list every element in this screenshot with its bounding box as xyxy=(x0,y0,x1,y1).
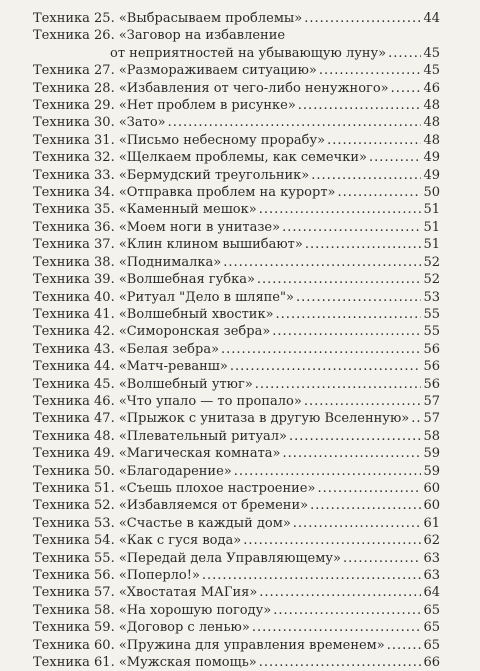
toc-entry xyxy=(33,341,440,358)
toc-entry-title: Техника 45. «Волшебный утюг» xyxy=(33,376,253,392)
toc-page-number: 56 xyxy=(423,359,440,375)
toc-entry-title: Техника 58. «На хорошую погоду» xyxy=(33,602,272,618)
toc-leader-dots xyxy=(293,515,422,532)
toc-page-number: 56 xyxy=(423,341,440,357)
toc-page-number: 61 xyxy=(423,515,440,531)
toc-entry xyxy=(33,567,440,584)
toc-page-number: 48 xyxy=(423,115,440,131)
toc-page-number: 52 xyxy=(423,272,440,288)
toc-entry xyxy=(33,167,440,184)
toc-entry-title: Техника 25. «Выбрасываем проблемы» xyxy=(33,11,303,26)
toc-leader-dots xyxy=(388,45,421,62)
toc-entry xyxy=(33,602,440,619)
toc-entry xyxy=(33,62,440,79)
toc-leader-dots xyxy=(259,654,422,671)
toc-leader-dots xyxy=(327,132,421,149)
toc-entry-title: Техника 59. «Договор с ленью» xyxy=(33,620,250,636)
toc-leader-dots xyxy=(282,445,421,462)
toc-leader-dots xyxy=(221,341,421,358)
toc-page-number: 48 xyxy=(423,132,440,148)
toc-entry-title: Техника 34. «Отправка проблем на курорт» xyxy=(33,185,336,201)
toc-entry-title: Техника 28. «Избавления от чего-либо ненужного» xyxy=(33,80,389,96)
toc-page-number: 51 xyxy=(423,237,440,253)
toc-entry xyxy=(33,463,440,480)
toc-leader-dots xyxy=(369,149,421,166)
toc-page-number: 65 xyxy=(423,620,440,636)
toc-entry-title: Техника 38. «Поднималка» xyxy=(33,254,222,270)
toc-entry-title: Техника 36. «Моем ноги в унитазе» xyxy=(33,219,281,235)
toc-entry xyxy=(33,445,440,462)
toc-entry xyxy=(33,619,440,636)
toc-entry-title: Техника 26. «Заговор на избавление xyxy=(33,28,286,44)
toc-entry xyxy=(33,550,440,567)
toc-leader-dots xyxy=(310,497,421,514)
toc-leader-dots xyxy=(317,480,421,497)
toc-leader-dots xyxy=(252,619,422,636)
toc-page-number: 63 xyxy=(423,550,440,566)
toc-leader-dots xyxy=(391,80,422,97)
toc-entry-title: Техника 47. «Прыжок с унитаза в другую Вселенную» xyxy=(33,411,410,427)
toc-page-number: 59 xyxy=(423,446,440,462)
toc-leader-dots xyxy=(411,410,421,427)
toc-entry xyxy=(33,149,440,166)
toc-entry-title: Техника 29. «Нет проблем в рисунке» xyxy=(33,98,296,114)
toc-entry xyxy=(33,410,440,427)
toc-entry xyxy=(33,27,440,62)
toc-entry xyxy=(33,637,440,654)
toc-entry xyxy=(33,497,440,514)
toc-entry xyxy=(33,132,440,149)
toc-entry-title: Техника 54. «Как с гуся вода» xyxy=(33,533,242,549)
toc-page-number: 58 xyxy=(423,428,440,444)
toc-entry xyxy=(33,10,440,27)
toc-entry xyxy=(33,80,440,97)
toc-leader-dots xyxy=(343,550,422,567)
toc-leader-dots xyxy=(273,602,421,619)
toc-entry xyxy=(33,184,440,201)
toc-page-number: 64 xyxy=(423,585,440,601)
toc-entry-title: Техника 42. «Симоронская зебра» xyxy=(33,324,271,340)
toc-page-number: 48 xyxy=(423,98,440,114)
toc-entry-title: Техника 39. «Волшебная губка» xyxy=(33,272,255,288)
toc-entry xyxy=(33,201,440,218)
toc-entry xyxy=(33,480,440,497)
toc-page-number: 56 xyxy=(423,376,440,392)
toc-leader-dots xyxy=(276,306,422,323)
toc-leader-dots xyxy=(168,114,422,131)
toc-page-number: 55 xyxy=(423,324,440,340)
toc-entry-title: Техника 35. «Каменный мешок» xyxy=(33,202,257,218)
toc-page-number: 60 xyxy=(423,498,440,514)
toc-entry-title: Техника 55. «Передай дела Управляющему» xyxy=(33,550,341,566)
toc-entry xyxy=(33,114,440,131)
toc-entry-title: Техника 56. «Поперло!» xyxy=(33,568,200,583)
toc-entry-title: Техника 52. «Избавляемся от бремени» xyxy=(33,498,309,514)
toc-entry-title: Техника 30. «Зато» xyxy=(33,115,166,131)
toc-leader-dots xyxy=(304,10,421,27)
toc-entry-continuation xyxy=(33,45,440,62)
toc-entry-title: Техника 33. «Бермудский треугольник» xyxy=(33,167,310,183)
toc-leader-dots xyxy=(337,184,421,201)
toc-entry-title: Техника 27. «Размораживаем ситуацию» xyxy=(33,63,317,79)
toc-leader-dots xyxy=(387,637,422,654)
toc-entry-title: Техника 32. «Щелкаем проблемы, как семечки» xyxy=(33,150,367,166)
toc-leader-dots xyxy=(296,289,422,306)
toc-leader-dots xyxy=(223,254,421,271)
toc-page-number: 60 xyxy=(423,480,440,496)
toc-page-number: 44 xyxy=(423,11,440,26)
toc-entry xyxy=(33,358,440,375)
toc-entry-title: Техника 61. «Мужская помощь» xyxy=(33,655,257,671)
toc-entry-title: Техника 57. «Хвостатая МАГия» xyxy=(33,585,258,601)
toc-page-number: 55 xyxy=(423,306,440,322)
toc-page-number: 49 xyxy=(423,167,440,183)
toc-entry xyxy=(33,376,440,393)
toc-leader-dots xyxy=(311,167,421,184)
toc-entry-title: Техника 43. «Белая зебра» xyxy=(33,341,220,357)
toc-entry xyxy=(33,532,440,549)
toc-entry-title: Техника 53. «Счастье в каждый дом» xyxy=(33,515,291,531)
toc-leader-dots xyxy=(259,201,422,218)
toc-leader-dots xyxy=(255,376,422,393)
toc-entry-title: Техника 60. «Пружина для управления временем» xyxy=(33,637,385,653)
toc-page-number: 49 xyxy=(423,150,440,166)
toc-entry-title: Техника 40. «Ритуал "Дело в шляпе"» xyxy=(33,289,294,305)
toc-leader-dots xyxy=(202,567,422,584)
toc-page-number: 52 xyxy=(423,254,440,270)
toc-entry-title: Техника 50. «Благодарение» xyxy=(33,463,232,479)
toc-entry-title: Техника 49. «Магическая комната» xyxy=(33,446,281,462)
toc-entry xyxy=(33,584,440,601)
toc-entry-title: Техника 48. «Плевательный ритуал» xyxy=(33,428,287,444)
toc-leader-dots xyxy=(234,463,422,480)
toc-entry-title: Техника 51. «Съешь плохое настроение» xyxy=(33,480,316,496)
toc-leader-dots xyxy=(259,584,421,601)
toc-entry-title: Техника 44. «Матч-реванш» xyxy=(33,359,228,375)
table-of-contents xyxy=(33,10,440,671)
toc-page-number: 65 xyxy=(423,602,440,618)
toc-page-number: 66 xyxy=(423,655,440,671)
toc-leader-dots xyxy=(305,236,422,253)
toc-page-number: 50 xyxy=(423,185,440,201)
toc-page-number: 59 xyxy=(423,463,440,479)
toc-entry-title-line2: от неприятностей на убывающую луну» xyxy=(110,45,387,61)
toc-page-number: 51 xyxy=(423,202,440,218)
toc-leader-dots xyxy=(230,358,422,375)
toc-page-number: 46 xyxy=(423,80,440,96)
toc-entry-title: Техника 46. «Что упало — то пропало» xyxy=(33,393,302,409)
toc-entry xyxy=(33,515,440,532)
toc-entry xyxy=(33,306,440,323)
toc-entry xyxy=(33,428,440,445)
toc-page-number: 45 xyxy=(423,45,440,61)
toc-entry xyxy=(33,654,440,671)
toc-entry xyxy=(33,236,440,253)
toc-leader-dots xyxy=(243,532,421,549)
toc-page-number: 63 xyxy=(423,568,440,583)
toc-leader-dots xyxy=(257,271,422,288)
toc-entry xyxy=(33,289,440,306)
toc-leader-dots xyxy=(289,428,421,445)
toc-page-number: 51 xyxy=(423,219,440,235)
toc-entry xyxy=(33,271,440,288)
toc-page-number: 57 xyxy=(423,411,440,427)
toc-page-number: 45 xyxy=(423,63,440,79)
toc-entry xyxy=(33,323,440,340)
toc-entry xyxy=(33,97,440,114)
toc-page-number: 53 xyxy=(423,289,440,305)
toc-leader-dots xyxy=(304,393,422,410)
toc-page-number: 62 xyxy=(423,533,440,549)
toc-leader-dots xyxy=(319,62,422,79)
toc-entry xyxy=(33,219,440,236)
toc-page-number: 57 xyxy=(423,393,440,409)
toc-entry xyxy=(33,254,440,271)
toc-leader-dots xyxy=(282,219,421,236)
toc-leader-dots xyxy=(272,323,421,340)
toc-entry xyxy=(33,393,440,410)
toc-entry-title: Техника 41. «Волшебный хвостик» xyxy=(33,306,274,322)
toc-leader-dots xyxy=(298,97,422,114)
toc-page-number: 65 xyxy=(423,637,440,653)
toc-entry-title: Техника 31. «Письмо небесному прорабу» xyxy=(33,132,326,148)
toc-entry-title: Техника 37. «Клин клином вышибают» xyxy=(33,237,303,253)
